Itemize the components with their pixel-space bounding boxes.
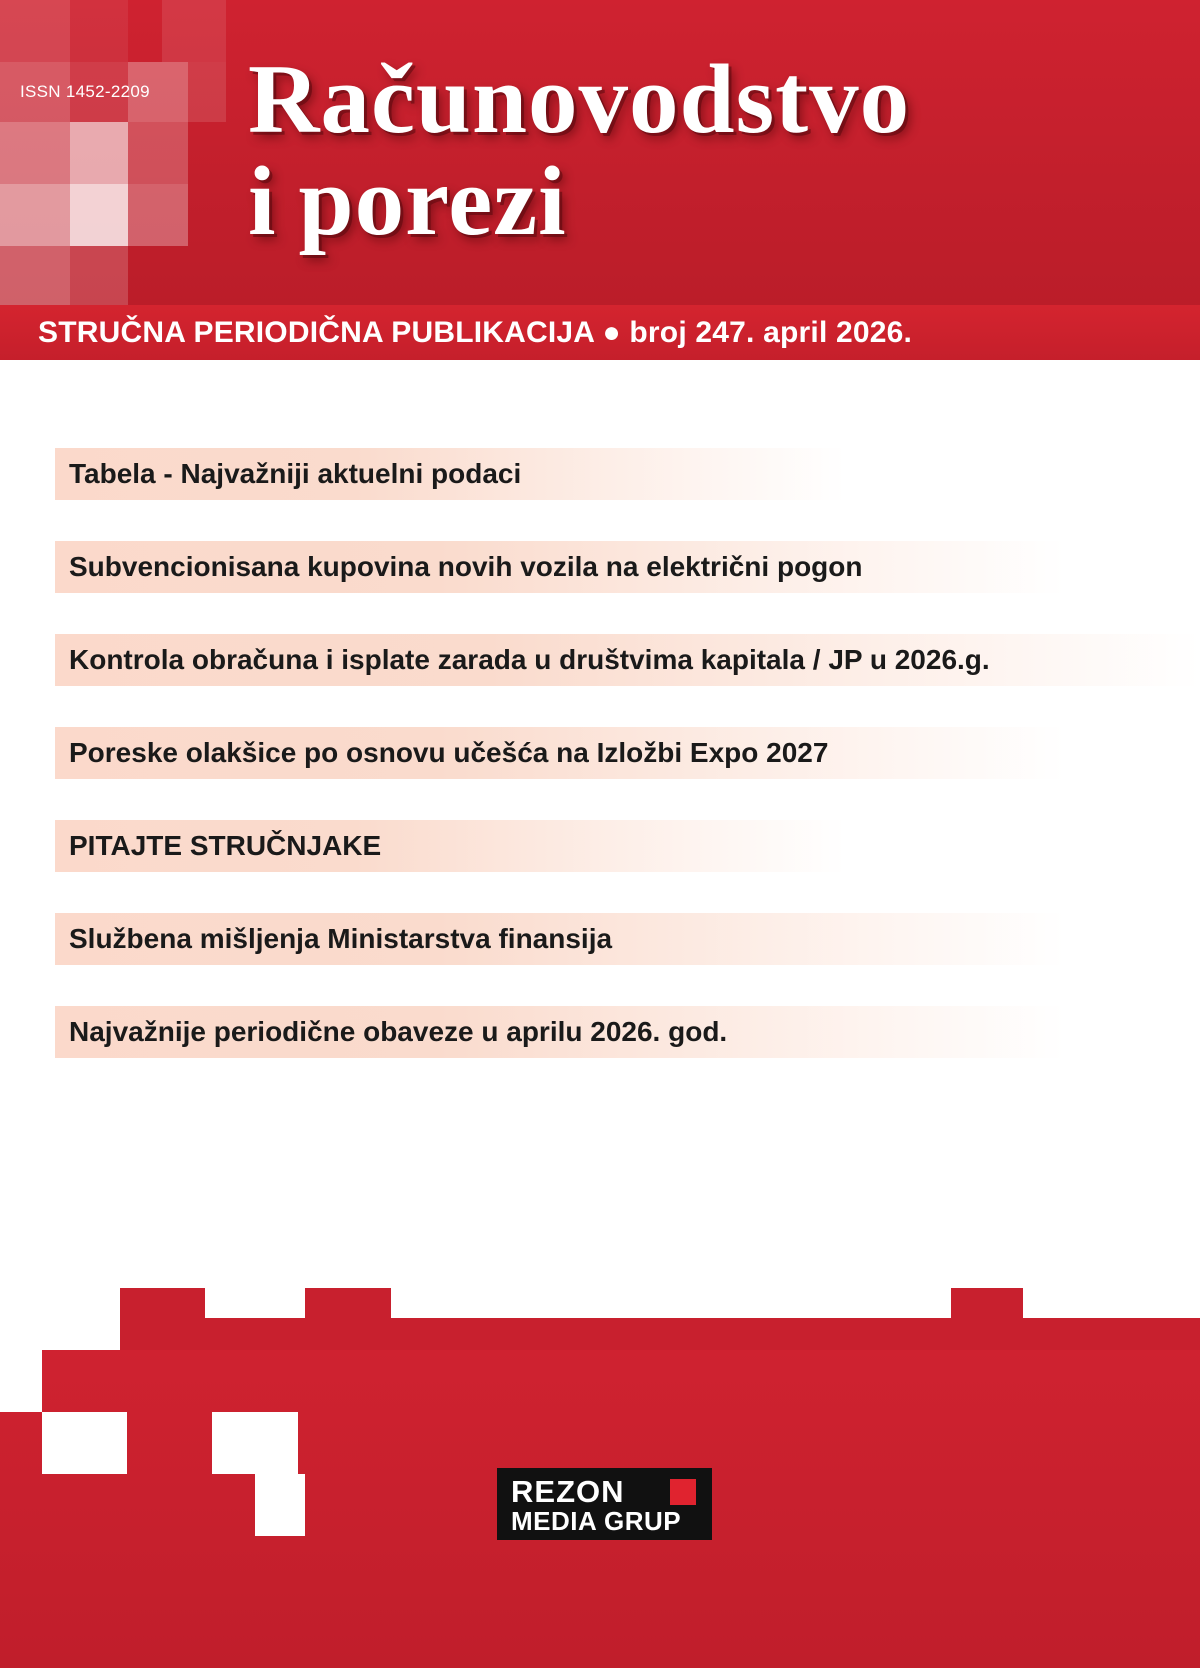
issn-number: ISSN 1452-2209 xyxy=(20,82,150,101)
masthead-line-2-word-1: i xyxy=(248,147,277,257)
footer-block xyxy=(1023,1318,1200,1350)
publication-subtitle-bar xyxy=(0,305,1200,360)
logo-line-2: MEDIA GRUP xyxy=(511,1506,682,1536)
logo-line-1: REZON xyxy=(511,1474,625,1509)
list-item[interactable] xyxy=(55,541,1065,593)
contents-item-label: Službena mišljenja Ministarstva finansija xyxy=(69,923,613,954)
footer-block xyxy=(120,1288,205,1350)
contents-item-label: Poreske olakšice po osnovu učešća na Izložbi Expo 2027 xyxy=(69,737,829,768)
footer-cutout xyxy=(255,1474,305,1536)
footer-block xyxy=(391,1318,951,1350)
contents-item-label: Subvencionisana kupovina novih vozila na električni pogon xyxy=(69,551,863,582)
contents-item-label: PITAJTE STRUČNJAKE xyxy=(69,830,382,861)
masthead-line-1: Računovodstvo xyxy=(248,45,911,154)
contents-list xyxy=(0,448,1200,1099)
footer-cutout xyxy=(0,1350,42,1412)
list-item[interactable] xyxy=(55,1006,1065,1058)
cover-header xyxy=(0,0,1200,305)
list-item[interactable] xyxy=(55,727,1065,779)
footer-cutout xyxy=(212,1412,298,1474)
contents-item-label: Tabela - Najvažniji aktuelni podaci xyxy=(69,458,522,489)
contents-item-label: Kontrola obračuna i isplate zarada u društvima kapitala / JP u 2026.g. xyxy=(69,644,990,675)
masthead-line-2-word-2: porezi xyxy=(298,147,567,257)
footer-block xyxy=(205,1318,305,1350)
decorative-mosaic-top-left xyxy=(0,0,260,300)
footer-cutout xyxy=(42,1412,127,1474)
publication-subtitle-text: STRUČNA PERIODIČNA PUBLIKACIJA ● broj 247. april 2026. xyxy=(38,316,913,349)
footer-block xyxy=(305,1288,391,1350)
masthead-line-2 xyxy=(248,147,1148,257)
contents-item-label: Najvažnije periodične obaveze u aprilu 2026. god. xyxy=(69,1016,728,1047)
list-item[interactable] xyxy=(55,448,845,500)
publisher-logo xyxy=(497,1468,712,1540)
list-item[interactable] xyxy=(55,913,1065,965)
logo-accent-square-icon xyxy=(670,1479,696,1505)
list-item[interactable] xyxy=(55,820,845,872)
list-item[interactable] xyxy=(55,634,1200,686)
footer-block xyxy=(951,1288,1023,1350)
masthead-title xyxy=(248,45,1148,257)
